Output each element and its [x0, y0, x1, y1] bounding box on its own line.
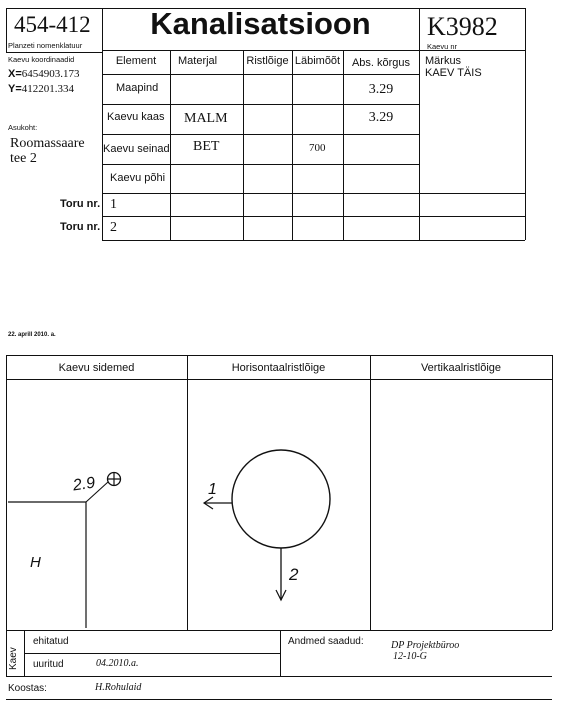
- row-element-kaevu-kaas: Kaevu kaas: [107, 111, 165, 123]
- pipe1-label: Toru nr.: [60, 198, 101, 210]
- row-element-maapind: Maapind: [116, 82, 159, 94]
- row-element-kaevu-pohi: Kaevu põhi: [110, 172, 166, 184]
- coordinate-x-label: X=: [8, 68, 22, 80]
- location-line1: Roomassaare: [10, 136, 85, 151]
- col-header-diameter: Läbimõõt: [294, 55, 341, 67]
- well-cross-section-circle: [232, 450, 330, 548]
- location-label: Asukoht:: [8, 123, 38, 132]
- row-element-kaevu-seinad: Kaevu seinad: [103, 143, 170, 155]
- nomenclature-label: Planzeti nomenklatuur: [8, 41, 83, 50]
- col-header-material: Materjal: [178, 55, 218, 67]
- remark-value: KAEV TÄIS: [425, 67, 482, 79]
- coordinates-label: Kaevu koordinaadid: [8, 55, 75, 64]
- house-label: H: [30, 554, 41, 571]
- pipe1-number: 1: [110, 197, 117, 212]
- pipe2-label: Toru nr.: [60, 221, 101, 233]
- page-title: Kanalisatsioon: [150, 6, 371, 41]
- col-header-remark: Märkus: [425, 55, 462, 67]
- diagram-header-horizontal: Horisontaalristlõige: [231, 362, 326, 374]
- built-label: ehitatud: [33, 636, 69, 647]
- row-material-kaevu-seinad: BET: [193, 139, 220, 154]
- well-number-label: Kaevu nr: [427, 42, 458, 51]
- data-from-label: Andmed saadud:: [288, 636, 364, 647]
- pipe2-number: 2: [110, 220, 117, 235]
- diagram-header-sidemed: Kaevu sidemed: [58, 362, 135, 374]
- row-elevation-maapind: 3.29: [368, 82, 394, 97]
- sidemed-distance-label: 2.9: [71, 474, 97, 495]
- pipe1-sketch-label: 1: [208, 481, 217, 498]
- nomenclature-value: 454-412: [14, 12, 91, 37]
- row-elevation-kaevu-kaas: 3.29: [368, 110, 394, 125]
- compiled-label: Koostas:: [8, 683, 47, 694]
- coordinate-y-label: Y=: [8, 83, 22, 95]
- diagram-header-vertical: Vertikaalristlõige: [420, 362, 502, 374]
- col-header-cross-section: Ristlõige: [246, 55, 289, 67]
- compiled-value: H.Rohulaid: [95, 682, 142, 693]
- data-from-value-1: DP Projektbüroo: [391, 640, 460, 651]
- surveyed-value: 04.2010.a.: [96, 658, 139, 669]
- footer-side-label: Kaev: [8, 647, 19, 670]
- coordinate-y-value: 412201.334: [21, 83, 75, 95]
- row-material-kaevu-kaas: MALM: [184, 111, 228, 126]
- well-number: K3982: [427, 12, 498, 41]
- surveyed-label: uuritud: [33, 659, 64, 670]
- col-header-element: Element: [115, 55, 157, 67]
- data-from-value-2: 12-10-G: [393, 651, 427, 662]
- date-stamp: 22. aprill 2010. a.: [8, 332, 56, 338]
- location-line2: tee 2: [10, 151, 37, 166]
- pipe2-sketch-label: 2: [289, 565, 299, 584]
- col-header-elevation: Abs. kõrgus: [351, 57, 411, 69]
- row-diameter-kaevu-seinad: 700: [309, 142, 326, 154]
- coordinate-x-value: 6454903.173: [21, 68, 80, 80]
- house-outline: [8, 502, 86, 628]
